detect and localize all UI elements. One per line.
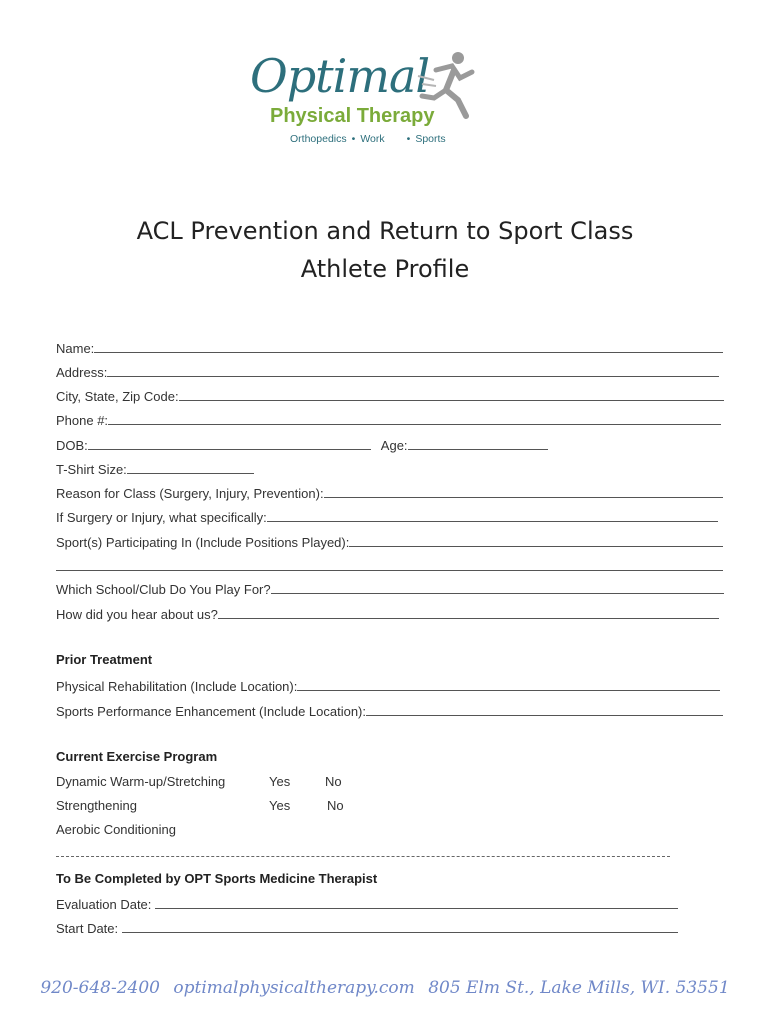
name-field[interactable] <box>56 336 723 356</box>
dob-label: DOB: <box>56 438 88 453</box>
dob-age-field[interactable] <box>56 433 548 453</box>
logo-subtitle: Physical Therapy <box>270 105 435 127</box>
warmup-label: Dynamic Warm-up/Stretching <box>56 774 226 789</box>
school-blank[interactable] <box>271 579 724 594</box>
performance-label: Sports Performance Enhancement (Include Location): <box>56 704 367 719</box>
name-label: Name: <box>56 341 95 356</box>
title-line-2: Athlete Profile <box>300 255 470 283</box>
reason-label: Reason for Class (Surgery, Injury, Prevention): <box>56 486 324 501</box>
specific-field[interactable] <box>56 505 718 525</box>
tag-separator: • <box>406 133 411 145</box>
start-date-field[interactable] <box>56 916 678 936</box>
tag-work: Work <box>360 133 385 145</box>
footer-address: 805 Elm St., Lake Mills, WI. 53551 <box>428 978 730 998</box>
school-field[interactable] <box>56 577 724 597</box>
strengthening-yes-option[interactable]: Yes <box>269 798 291 813</box>
heard-label: How did you hear about us? <box>56 607 218 622</box>
tag-orthopedics: Orthopedics <box>290 133 347 145</box>
document-title <box>0 212 770 288</box>
eval-date-label: Evaluation Date: <box>56 897 152 912</box>
tshirt-blank[interactable] <box>127 459 254 474</box>
reason-field[interactable] <box>56 481 723 501</box>
strengthening-no-option[interactable]: No <box>327 798 344 813</box>
footer-website: optimalphysicaltherapy.com <box>173 978 415 998</box>
sports-continuation-blank[interactable] <box>56 556 723 571</box>
tshirt-label: T-Shirt Size: <box>56 462 127 477</box>
address-blank[interactable] <box>107 362 719 377</box>
tshirt-field[interactable] <box>56 457 254 477</box>
sports-label: Sport(s) Participating In (Include Positions Played): <box>56 535 350 550</box>
therapist-heading: To Be Completed by OPT Sports Medicine Therapist <box>56 871 378 886</box>
tag-separator: • <box>351 133 356 145</box>
start-date-blank[interactable] <box>122 918 678 933</box>
logo-wordmark: Optimal <box>250 49 430 103</box>
specific-blank[interactable] <box>267 507 718 522</box>
warmup-yes-option[interactable]: Yes <box>269 774 291 789</box>
strengthening-label: Strengthening <box>56 798 137 813</box>
city-state-zip-field[interactable] <box>56 384 724 404</box>
warmup-no-option[interactable]: No <box>325 774 342 789</box>
rehab-label: Physical Rehabilitation (Include Location): <box>56 679 298 694</box>
eval-date-blank[interactable] <box>155 894 678 909</box>
tag-sports: Sports <box>415 133 446 145</box>
aerobic-label: Aerobic Conditioning <box>56 822 176 837</box>
sports-blank[interactable] <box>349 532 723 547</box>
rehab-field[interactable] <box>56 674 720 694</box>
phone-label: Phone #: <box>56 413 109 428</box>
city-label: City, State, Zip Code: <box>56 389 179 404</box>
logo-tagline <box>290 132 446 146</box>
phone-blank[interactable] <box>108 410 721 425</box>
start-date-label: Start Date: <box>56 921 119 936</box>
title-line-1: ACL Prevention and Return to Sport Class <box>136 217 634 245</box>
footer-phone: 920-648-2400 <box>40 978 160 998</box>
performance-field[interactable] <box>56 699 723 719</box>
prior-treatment-heading: Prior Treatment <box>56 652 153 667</box>
company-logo <box>248 48 518 152</box>
section-divider <box>56 856 670 857</box>
reason-blank[interactable] <box>324 483 723 498</box>
contact-footer <box>0 978 770 998</box>
school-label: Which School/Club Do You Play For? <box>56 582 271 597</box>
name-blank[interactable] <box>94 338 723 353</box>
exercise-heading: Current Exercise Program <box>56 749 218 764</box>
age-blank[interactable] <box>408 435 548 450</box>
age-label: Age: <box>380 438 408 453</box>
specific-label: If Surgery or Injury, what specifically: <box>56 510 267 525</box>
eval-date-field[interactable] <box>56 892 678 912</box>
rehab-blank[interactable] <box>297 676 720 691</box>
sports-field[interactable] <box>56 530 723 550</box>
address-label: Address: <box>56 365 108 380</box>
heard-field[interactable] <box>56 602 719 622</box>
performance-blank[interactable] <box>366 701 723 716</box>
phone-field[interactable] <box>56 408 721 428</box>
sports-continuation-field[interactable] <box>56 554 723 574</box>
address-field[interactable] <box>56 360 719 380</box>
dob-blank[interactable] <box>88 435 371 450</box>
city-blank[interactable] <box>179 386 724 401</box>
heard-blank[interactable] <box>218 604 719 619</box>
